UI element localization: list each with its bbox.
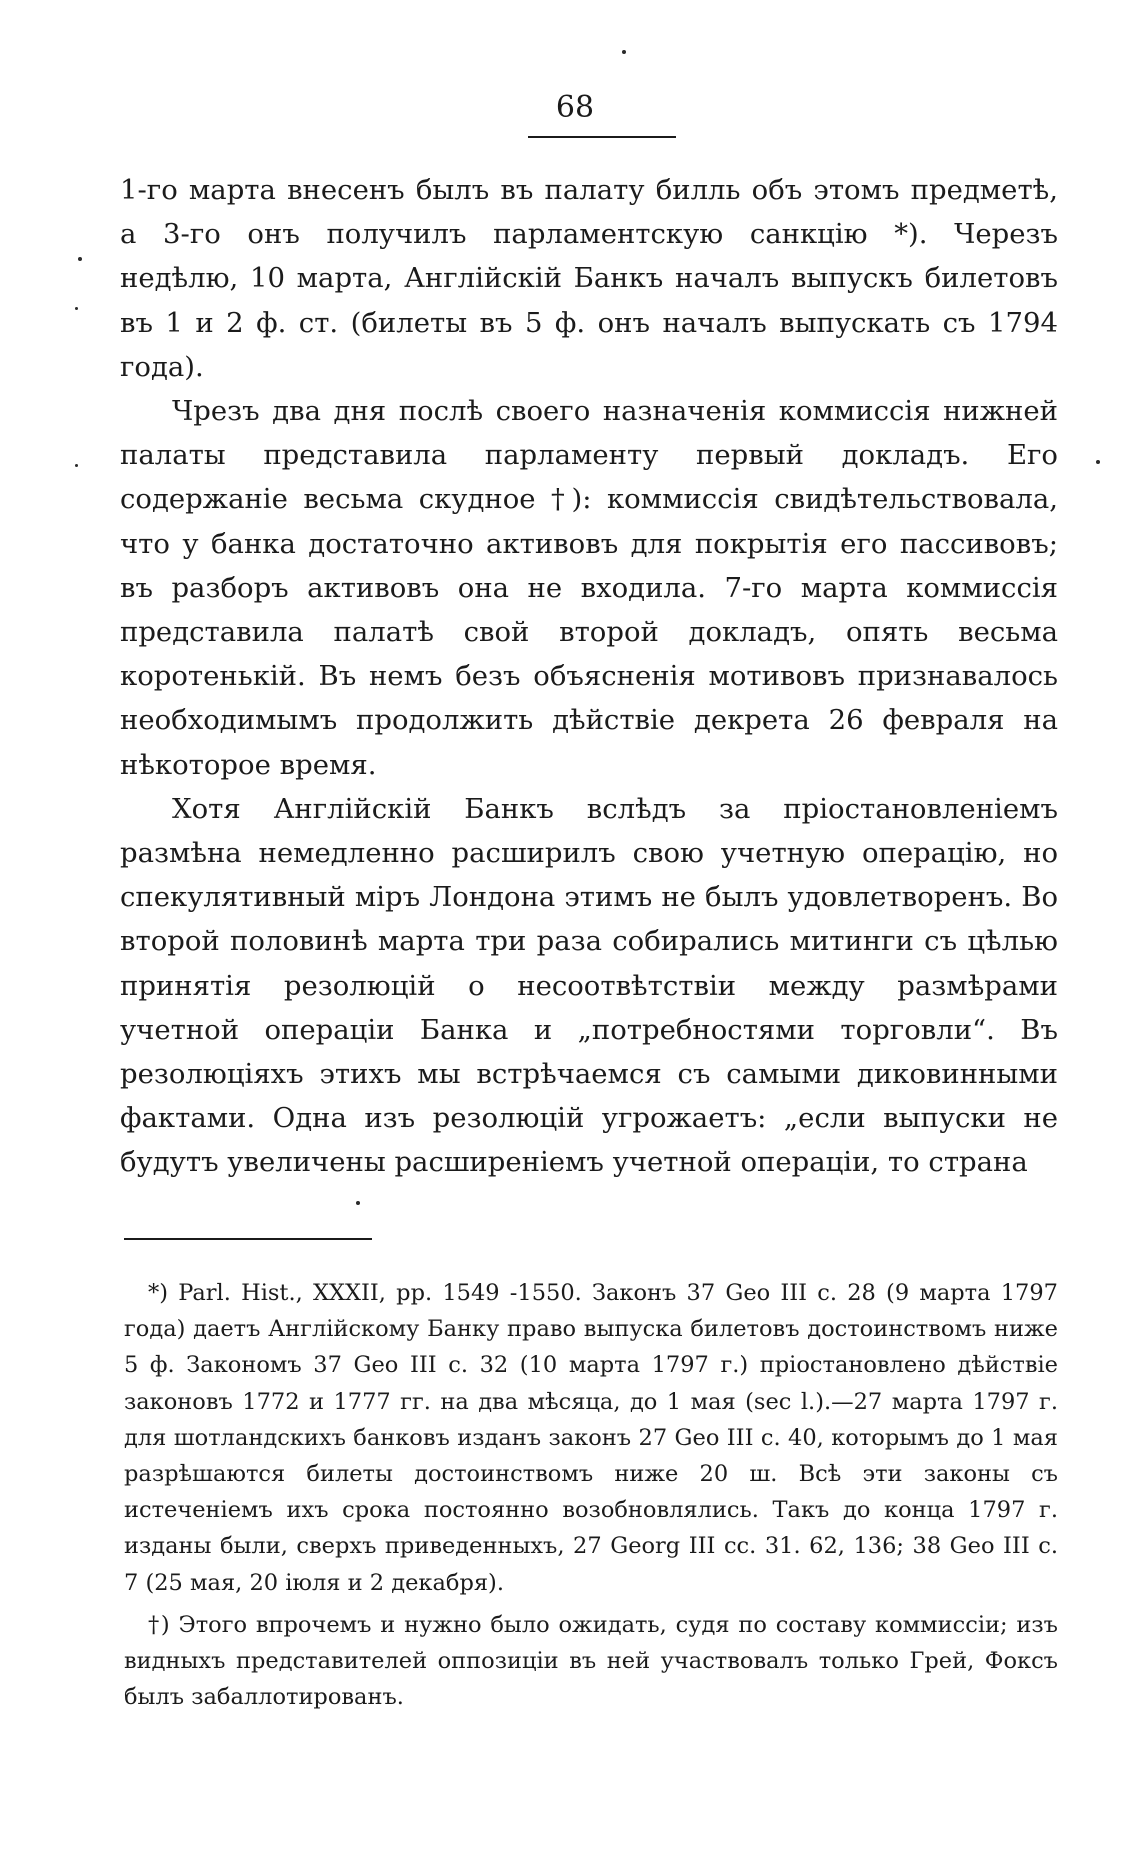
header-rule — [528, 136, 676, 138]
paragraph-1: 1-го марта внесенъ былъ въ палату билль объ этомъ предметѣ, а 3-го онъ получилъ парламентскую санкцію *). Черезъ недѣлю, 10 марта, Англійскій Банкъ началъ выпускъ билетовъ въ 1 и 2 ф. ст. (билеты въ 5 ф. онъ началъ выпускать съ 1794 года). — [120, 174, 1058, 383]
footnote-1: *) Parl. Hist., XXXII, pp. 1549 -1550. Законъ 37 Geo III c. 28 (9 марта 1797 года) даетъ Англійскому Банку право выпуска билетовъ достоинствомъ ниже 5 ф. Закономъ 37 Geo III c. 32 (10 марта 1797 г.) пріостановлено дѣйствіе законовъ 1772 и 1777 гг. на два мѣсяца, до 1 мая (sec l.).—27 марта 1797 г. для шотландскихъ банковъ изданъ законъ 27 Geo III c. 40, которымъ до 1 мая разрѣшаются билеты достоинствомъ ниже 20 ш. Всѣ эти законы съ истеченіемъ ихъ срока постоянно возобновлялись. Такъ до конца 1797 г. изданы были, сверхъ приведенныхъ, 27 Georg III cc. 31. 62, 136; 38 Geo III c. 7 (25 мая, 20 іюля и 2 декабря). — [124, 1280, 1058, 1596]
paragraph-2: Чрезъ два дня послѣ своего назначенія коммиссія нижней палаты представила парламенту первый докладъ. Его содержаніе весьма скудное †): коммиссія свидѣтельствовала, что у банка достаточно активовъ для покрытія его пассивовъ; въ разборъ активовъ она не входила. 7-го марта коммиссія представила палатѣ свой второй докладъ, опять весьма коротенькій. Въ немъ безъ объясненія мотивовъ признавалось необходимымъ продолжить дѣйствіе декрета 26 февраля на нѣкоторое время. — [120, 395, 1058, 781]
page-number: 68 — [555, 90, 595, 125]
scan-speck — [356, 1201, 360, 1205]
scan-speck — [1096, 460, 1100, 464]
footnotes — [124, 1275, 1058, 1721]
main-text — [120, 168, 1058, 1185]
scan-speck — [75, 464, 78, 467]
paragraph-3: Хотя Англійскій Банкъ вслѣдъ за пріостановленіемъ размѣна немедленно расширилъ свою учетную операцію, но спекулятивный міръ Лондона этимъ не былъ удовлетворенъ. Во второй половинѣ марта три раза собирались митинги съ цѣлью принятія резолюцій о несоотвѣтствіи между размѣрами учетной операціи Банка и „потребностями торговли“. Въ резолюціяхъ этихъ мы встрѣчаемся съ самыми диковинными фактами. Одна изъ резолюцій угрожаетъ: „если выпуски не будутъ увеличены расширеніемъ учетной операціи, то страна — [120, 792, 1058, 1179]
scan-speck — [622, 50, 626, 54]
footnote-rule — [124, 1238, 372, 1240]
scan-speck — [78, 257, 82, 261]
scan-speck — [75, 307, 78, 310]
footnote-2: †) Этого впрочемъ и нужно было ожидать, судя по составу коммиссіи; изъ видныхъ представителей оппозиціи въ ней участвовалъ только Грей, Фоксъ былъ забаллотированъ. — [124, 1611, 1058, 1711]
